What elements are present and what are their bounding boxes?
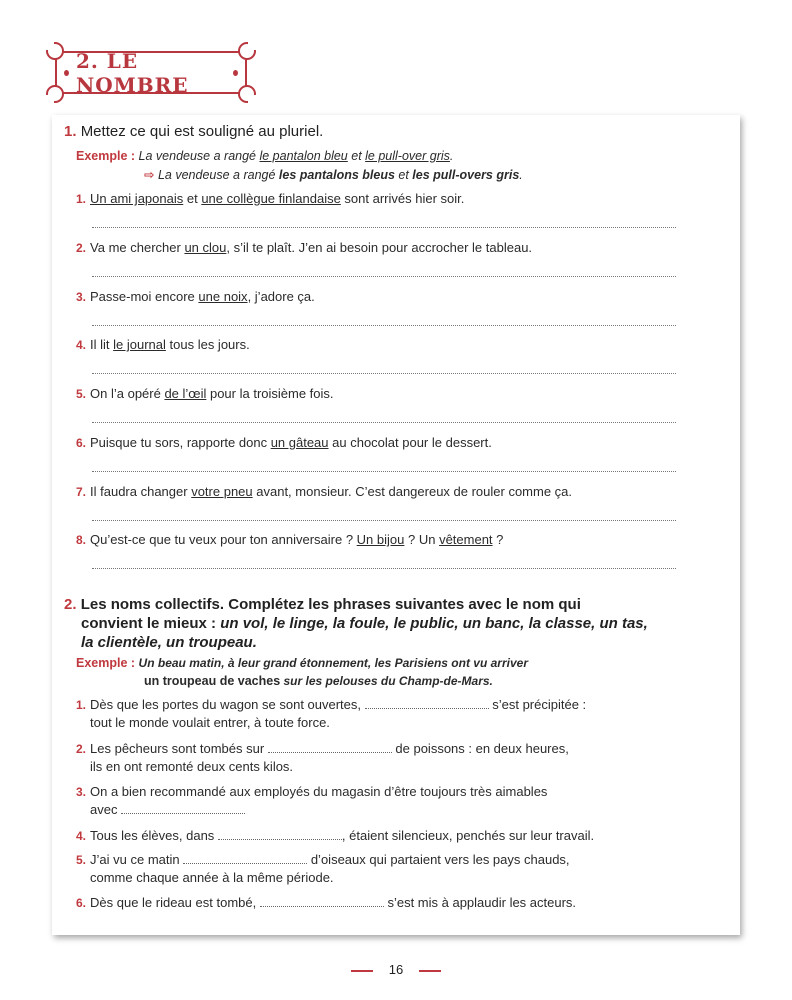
answer-line[interactable]	[92, 470, 676, 472]
answer-line[interactable]	[92, 324, 676, 326]
fill-blank[interactable]	[260, 896, 384, 907]
fill-blank[interactable]	[218, 829, 342, 840]
chapter-title-box	[55, 48, 247, 97]
exercise-1-example: Exemple : La vendeuse a rangé le pantalon bleu et le pull-over gris.	[76, 149, 454, 163]
list-item: 8. Qu’est-ce que tu veux pour ton anniversaire ? Un bijou ? Un vêtement ?	[76, 532, 504, 547]
page-number: 16	[388, 962, 404, 977]
list-item: 1. Dès que les portes du wagon se sont ouvertes, s’est précipitée : tout le monde voulait entrer, à toute force.	[76, 697, 587, 730]
footer-rule	[419, 970, 441, 972]
answer-line[interactable]	[92, 275, 676, 277]
page-footer	[0, 962, 792, 977]
fill-blank[interactable]	[121, 803, 245, 814]
answer-line[interactable]	[92, 372, 676, 374]
fill-blank[interactable]	[183, 853, 307, 864]
answer-line[interactable]	[92, 421, 676, 423]
bullet-dot-icon	[64, 70, 69, 76]
list-item: 5. J’ai vu ce matin d’oiseaux qui partaient vers les pays chauds, comme chaque année à la même période.	[76, 852, 570, 885]
list-item: 4. Il lit le journal tous les jours.	[76, 337, 250, 352]
answer-line[interactable]	[92, 226, 676, 228]
exercise-1-example-answer: ⇨ La vendeuse a rangé les pantalons bleus et les pull-overs gris.	[144, 168, 523, 182]
exercise-2-example-cont: un troupeau de vaches sur les pelouses du Champ-de-Mars.	[144, 674, 493, 688]
list-item: 4. Tous les élèves, dans , étaient silencieux, penchés sur leur travail.	[76, 828, 595, 843]
list-item: 1. Un ami japonais et une collègue finlandaise sont arrivés hier soir.	[76, 191, 465, 206]
exercise-2-example: Exemple : Un beau matin, à leur grand étonnement, les Parisiens ont vu arriver	[76, 656, 528, 670]
chapter-title: 2. LE NOMBRE	[75, 48, 189, 97]
exercise-1-heading: 1. Mettez ce qui est souligné au pluriel.	[64, 123, 324, 140]
list-item: 6. Dès que le rideau est tombé, s’est mis à applaudir les acteurs.	[76, 895, 577, 910]
exercise-panel	[52, 115, 740, 935]
answer-line[interactable]	[92, 567, 676, 569]
list-item: 6. Puisque tu sors, rapporte donc un gâteau au chocolat pour le dessert.	[76, 435, 492, 450]
list-item: 2. Les pêcheurs sont tombés sur de poissons : en deux heures, ils en ont remonté deux cents kilos.	[76, 741, 569, 774]
bullet-dot-icon	[233, 70, 238, 76]
list-item: 5. On l’a opéré de l’œil pour la troisième fois.	[76, 386, 334, 401]
list-item: 3. On a bien recommandé aux employés du magasin d’être toujours très aimables avec	[76, 784, 548, 817]
exercise-2-heading: 2. Les noms collectifs. Complétez les phrases suivantes avec le nom qui convient le mieux : un vol, le linge, la foule, le public, un banc, la classe, un tas, la clientèle, un troupeau.	[64, 596, 648, 651]
answer-line[interactable]	[92, 519, 676, 521]
footer-rule	[351, 970, 373, 972]
fill-blank[interactable]	[268, 742, 392, 753]
list-item: 3. Passe-moi encore une noix, j’adore ça.	[76, 289, 315, 304]
arrow-right-icon: ⇨	[144, 168, 155, 182]
fill-blank[interactable]	[365, 698, 489, 709]
list-item: 2. Va me chercher un clou, s’il te plaît. J’en ai besoin pour accrocher le tableau.	[76, 240, 533, 255]
list-item: 7. Il faudra changer votre pneu avant, monsieur. C’est dangereux de rouler comme ça.	[76, 484, 573, 499]
